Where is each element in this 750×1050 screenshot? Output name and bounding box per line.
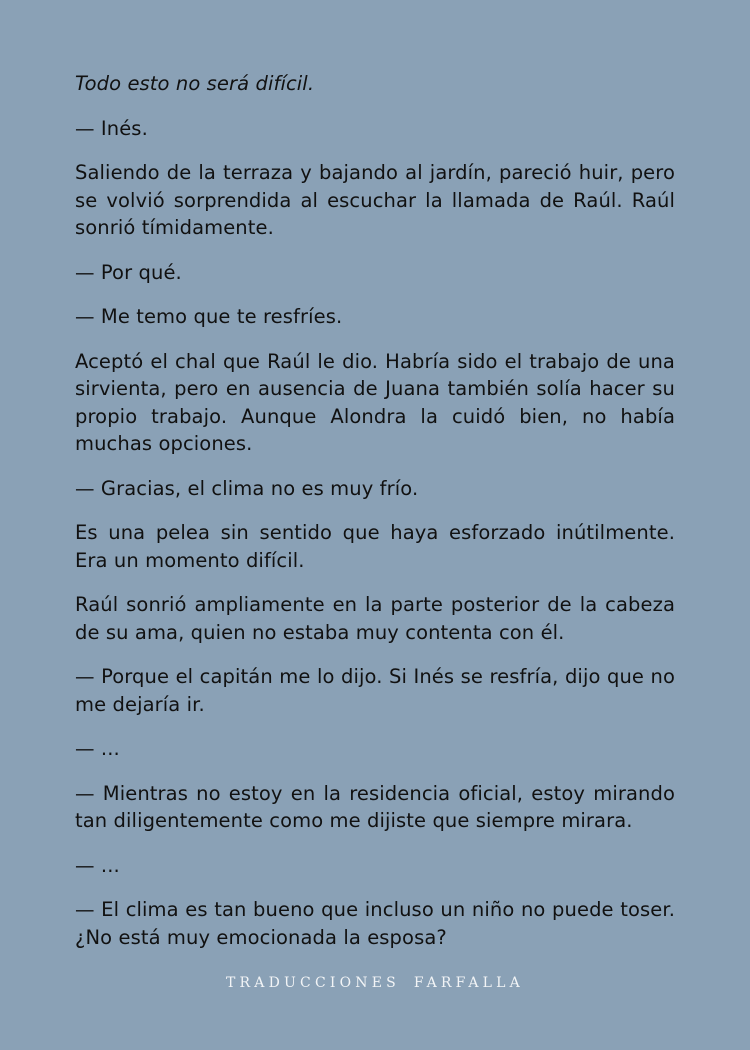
dialogue-line: — Gracias, el clima no es muy frío.: [75, 476, 419, 500]
narration-paragraph: Es una pelea sin sentido que haya esforzado inútilmente. Era un momento difícil.: [75, 521, 675, 572]
narration-paragraph: Saliendo de la terraza y bajando al jardín, pareció huir, pero se volvió sorprendida al escuchar la llamada de Raúl. Raúl sonrió tímidamente.: [75, 161, 675, 239]
footer-word-2: FARFALLA: [413, 975, 524, 991]
dialogue-line: — ...: [75, 737, 120, 760]
footer-word-1: TRADUCCIONES: [226, 975, 400, 991]
document-body: [75, 70, 675, 968]
dialogue-line: — ...: [75, 853, 120, 877]
dialogue-line: — Por qué.: [75, 260, 182, 284]
narration-paragraph: Aceptó el chal que Raúl le dio. Habría sido el trabajo de una sirvienta, pero en ausencia de Juana también solía hacer su propio trabajo. Aunque Alondra la cuidó bien, no había muchas opciones.: [75, 349, 675, 455]
dialogue-line: — Mientras no estoy en la residencia oficial, estoy mirando tan diligentemente como me dijiste que siempre mirara.: [75, 781, 675, 832]
dialogue-line: — Porque el capitán me lo dijo. Si Inés se resfría, dijo que no me dejaría ir.: [75, 665, 675, 716]
paragraph-italic-intro: Todo esto no será difícil.: [75, 72, 315, 95]
dialogue-line: — El clima es tan bueno que incluso un niño no puede toser. ¿No está muy emocionada la esposa?: [75, 898, 675, 949]
narration-paragraph: Raúl sonrió ampliamente en la parte posterior de la cabeza de su ama, quien no estaba muy contenta con él.: [75, 593, 675, 644]
dialogue-line: — Me temo que te resfríes.: [75, 305, 343, 328]
dialogue-line: — Inés.: [75, 116, 148, 140]
footer-credit: [0, 975, 750, 991]
